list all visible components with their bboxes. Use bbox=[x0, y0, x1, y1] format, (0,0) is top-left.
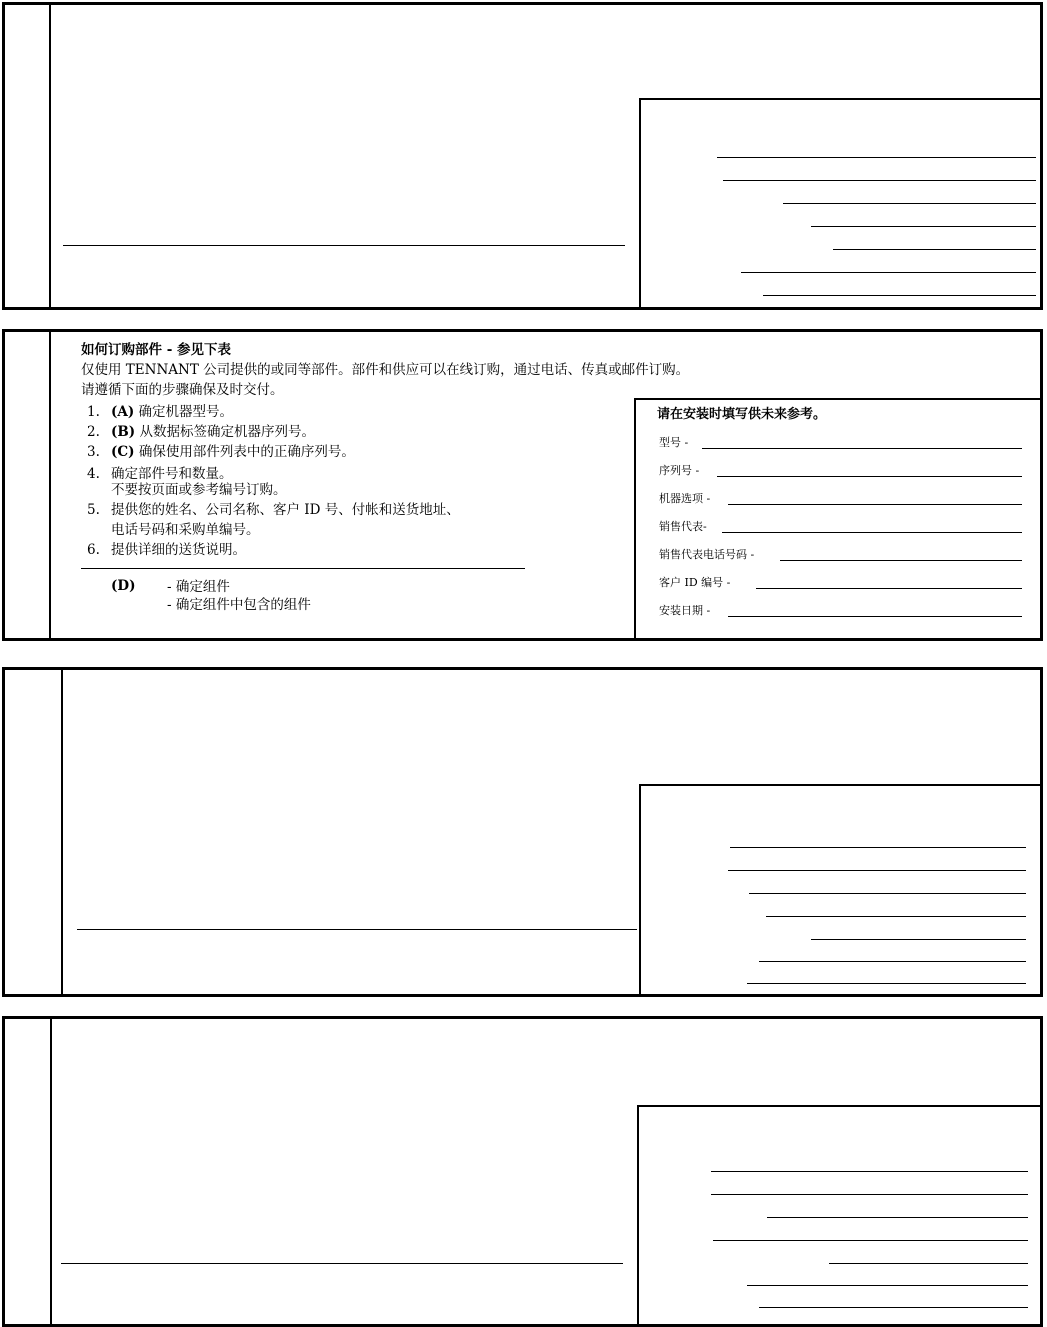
field-sales-rep-line[interactable] bbox=[722, 532, 1022, 533]
blank-form-line bbox=[728, 870, 1026, 871]
blank-form-line bbox=[759, 961, 1026, 962]
divider-rule bbox=[77, 929, 637, 930]
blank-form-line bbox=[811, 939, 1026, 940]
blank-form-line bbox=[833, 249, 1036, 250]
step-4: 4. 确定部件号和数量。 bbox=[87, 466, 233, 482]
step-5: 5. 提供您的姓名、公司名称、客户 ID 号、付帐和送货地址、 bbox=[87, 502, 460, 518]
blank-form-box bbox=[637, 1105, 1040, 1324]
blank-form-line bbox=[759, 1307, 1028, 1308]
blank-form-line bbox=[730, 847, 1026, 848]
field-serial-label: 序列号 - bbox=[659, 464, 700, 477]
step-1: 1. (A) 确定机器型号。 bbox=[87, 404, 234, 420]
legend-code: (D) bbox=[111, 578, 136, 594]
field-sales-rep-label: 销售代表- bbox=[659, 520, 707, 533]
blank-form-line bbox=[713, 1240, 1028, 1241]
field-customer-id-label: 客户 ID 编号 - bbox=[659, 576, 731, 589]
field-serial-line[interactable] bbox=[717, 476, 1022, 477]
blank-panel-1 bbox=[2, 2, 1043, 310]
divider-rule bbox=[63, 245, 625, 246]
blank-form-line bbox=[711, 1194, 1028, 1195]
blank-form-line bbox=[747, 1285, 1028, 1286]
field-options-label: 机器选项 - bbox=[659, 492, 711, 505]
field-rep-phone-line[interactable] bbox=[780, 560, 1022, 561]
field-options-line[interactable] bbox=[728, 504, 1022, 505]
blank-form-line bbox=[717, 157, 1036, 158]
blank-form-line bbox=[723, 180, 1036, 181]
install-form-box bbox=[634, 398, 1040, 638]
blank-form-line bbox=[747, 983, 1026, 984]
step-3: 3. (C) 确保使用部件列表中的正确序列号。 bbox=[87, 444, 355, 460]
legend-line-1: - 确定组件 bbox=[167, 579, 230, 595]
order-title: 如何订购部件 - 参见下表 bbox=[81, 342, 232, 358]
order-info-panel bbox=[2, 329, 1043, 641]
step-2: 2. (B) 从数据标签确定机器序列号。 bbox=[87, 424, 315, 440]
blank-form-line bbox=[711, 1171, 1028, 1172]
panel-sidebar bbox=[5, 5, 51, 307]
blank-form-line bbox=[811, 226, 1036, 227]
blank-form-line bbox=[749, 893, 1026, 894]
blank-form-line bbox=[829, 1263, 1028, 1264]
field-customer-id-line[interactable] bbox=[756, 588, 1022, 589]
blank-panel-4 bbox=[2, 1016, 1043, 1327]
intro-line-1: 仅使用 TENNANT 公司提供的或同等部件。部件和供应可以在线订购，通过电话、传真或邮件订购。 bbox=[81, 362, 690, 378]
field-rep-phone-label: 销售代表电话号码 - bbox=[659, 548, 755, 561]
blank-form-box bbox=[639, 98, 1040, 307]
field-install-date-label: 安装日期 - bbox=[659, 604, 711, 617]
legend-line-2: - 确定组件中包含的组件 bbox=[167, 597, 311, 613]
panel-sidebar bbox=[5, 1019, 52, 1324]
blank-form-line bbox=[766, 916, 1026, 917]
panel-sidebar bbox=[5, 332, 51, 638]
step-6: 6. 提供详细的送货说明。 bbox=[87, 542, 246, 558]
intro-line-2: 请遵循下面的步骤确保及时交付。 bbox=[81, 382, 284, 398]
step-4-note: 不要按页面或参考编号订购。 bbox=[111, 482, 287, 498]
panel-sidebar bbox=[5, 670, 63, 994]
install-form-title: 请在安装时填写供未来参考。 bbox=[657, 407, 827, 422]
divider-rule bbox=[81, 568, 525, 569]
blank-form-line bbox=[783, 203, 1036, 204]
blank-form-line bbox=[763, 295, 1036, 296]
divider-rule bbox=[61, 1263, 623, 1264]
blank-form-box bbox=[639, 784, 1040, 994]
field-model-line[interactable] bbox=[702, 448, 1022, 449]
blank-form-line bbox=[767, 1217, 1028, 1218]
step-5-cont: 电话号码和采购单编号。 bbox=[111, 522, 260, 538]
blank-panel-3 bbox=[2, 667, 1043, 997]
field-install-date-line[interactable] bbox=[728, 616, 1022, 617]
field-model-label: 型号 - bbox=[659, 436, 689, 449]
blank-form-line bbox=[741, 272, 1036, 273]
